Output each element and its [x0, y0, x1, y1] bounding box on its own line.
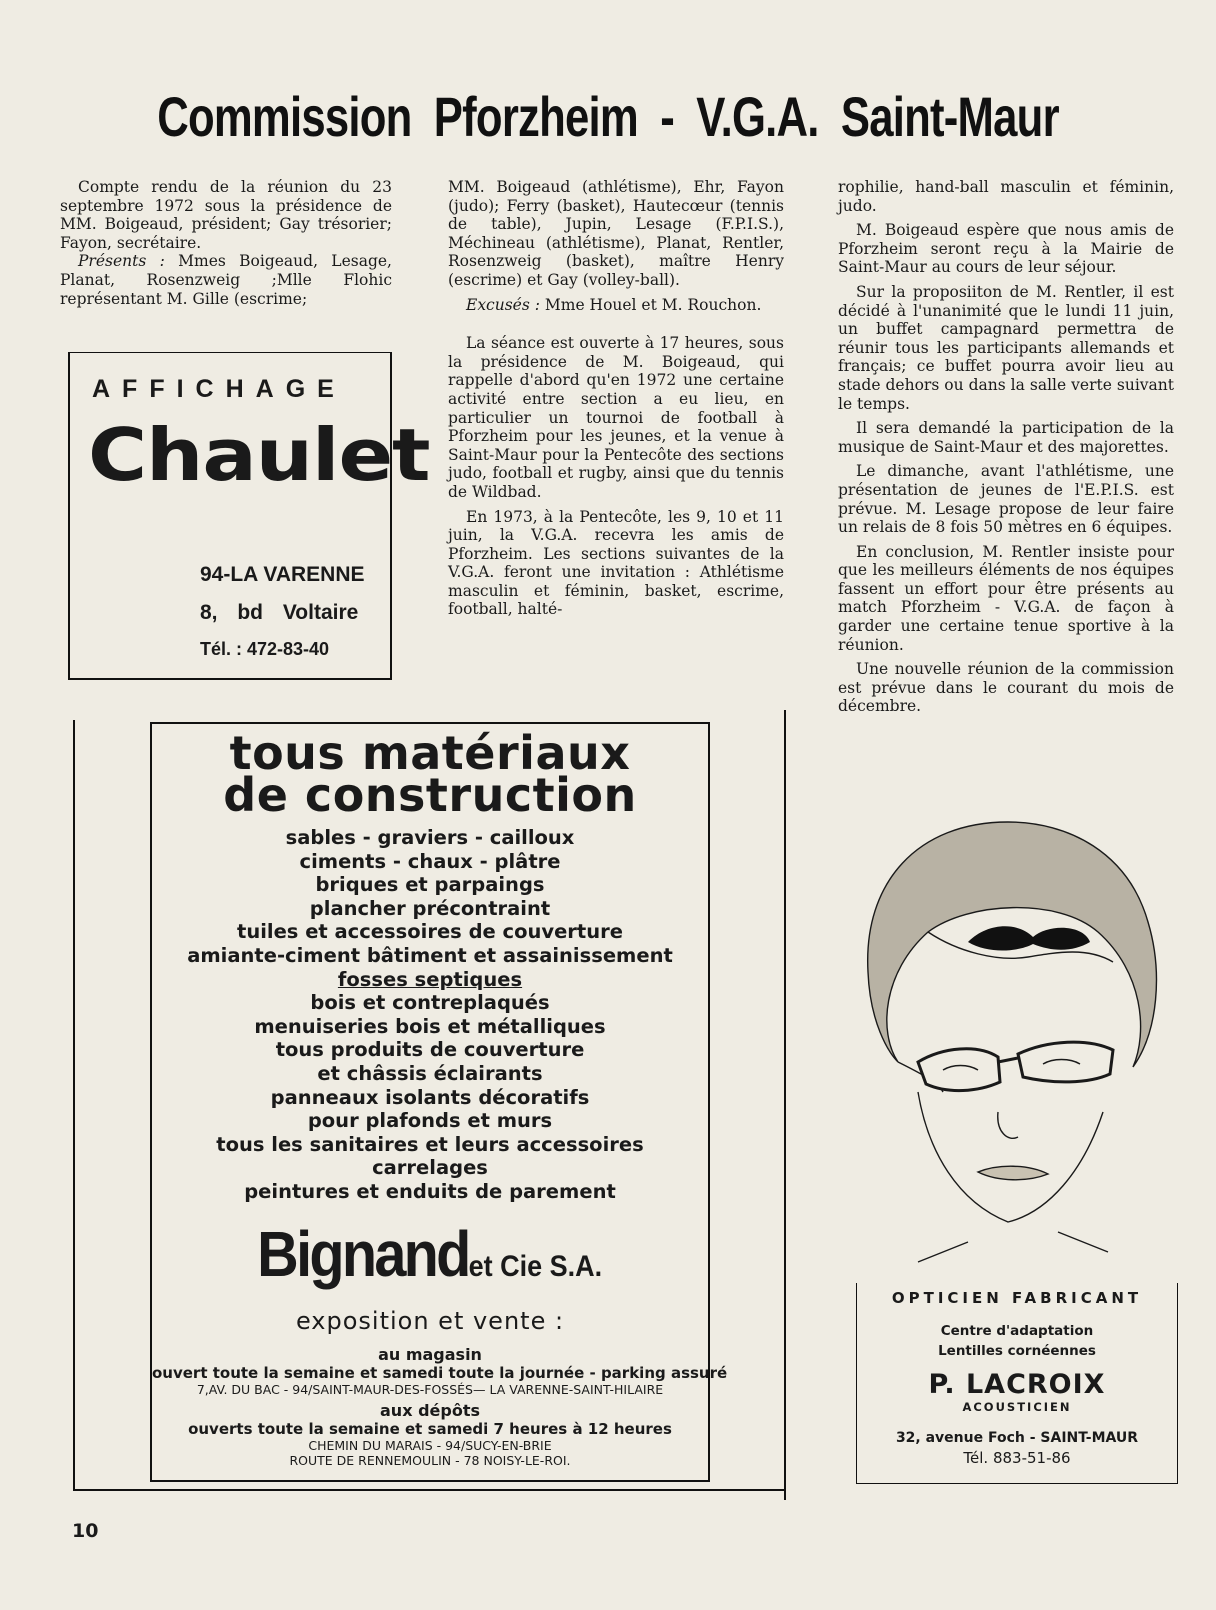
article-paragraph: Une nouvelle réunion de la commission est prévue dans le courant du mois de décembre. [838, 660, 1174, 716]
page-title: Commission Pforzheim - V.G.A. Saint-Maur [157, 85, 1059, 148]
product-item: tuiles et accessoires de couverture [237, 920, 623, 944]
article-paragraph: En conclusion, M. Rentler insiste pour que les meilleurs éléments de nos équipes fassent un effort pour être présents au match Pforzheim - V.G.A. de façon à garder une certaine tenue sportive à la réunion. [838, 542, 1174, 654]
ad-bignand-shop-heading: au magasin [378, 1344, 482, 1364]
ad-bignand [150, 722, 728, 1482]
ad-bignand-depot-address: ROUTE DE RENNEMOULIN - 78 NOISY-LE-ROI. [289, 1452, 571, 1468]
frame-rule [73, 1489, 785, 1491]
article-paragraph: La séance est ouverte à 17 heures, sous la présidence de M. Boigeaud, qui rappelle d'abord qu'en 1972 une certaine activité entre section a eu lieu, en particulier un tournoi de football à Pforzheim pour les jeunes, et la venue à Saint-Maur pour la Pentecôte des sections judo, football et rugby, ainsi que du tennis de Wildbad. [448, 334, 784, 501]
article-paragraph: Le dimanche, avant l'athlétisme, une présentation de jeunes de l'E.P.I.S. est prévue. M. Lesage propose de leur faire un relais de 8 fois 50 mètres en 6 équipes. [838, 462, 1174, 537]
ad-lacroix-services: Centre d'adaptation Lentilles cornéennes [938, 1323, 1096, 1359]
article-paragraph: Il sera demandé la participation de la musique de Saint-Maur et des majorettes. [838, 419, 1174, 456]
ad-chaulet [68, 352, 430, 680]
page-number: 10 [72, 1520, 99, 1542]
product-item: ciments - chaux - plâtre [299, 849, 561, 873]
ad-chaulet-label: AFFICHAGE [92, 375, 346, 403]
product-item: peintures et enduits de parement [244, 1179, 616, 1203]
product-item: amiante-ciment bâtiment et assainissement [187, 943, 673, 967]
ad-bignand-depot-address: CHEMIN DU MARAIS - 94/SUCY-EN-BRIE [308, 1437, 552, 1453]
ad-bignand-product-list [152, 826, 708, 1204]
frame-rule [73, 720, 75, 1490]
article-paragraph: Présents : Mmes Boigeaud, Lesage, Planat, Rosenzweig ;Mlle Flohic représentant M. Gille (escrime; [60, 252, 392, 308]
ad-chaulet-tel: Tél. : 472-83-40 [200, 639, 330, 659]
ad-lacroix-tel: Tél. 883-51-86 [963, 1449, 1071, 1467]
article-paragraph: Compte rendu de la réunion du 23 septembre 1972 sous la présidence de MM. Boigeaud, président; Gay trésorier; Fayon, secrétaire. [60, 178, 392, 252]
article-paragraph: Sur la proposiiton de M. Rentler, il est décidé à l'unanimité que le lundi 11 juin, un buffet campagnard permettra de réunir tous les participants allemands et français; ce buffet pourra avoir lieu au stade dehors ou dans la salle verte suivant le temps. [838, 282, 1174, 413]
ad-lacroix-address: 32, avenue Foch - SAINT-MAUR [895, 1430, 1139, 1446]
product-item: carrelages [372, 1156, 488, 1180]
ad-bignand-shop-address: 7,AV. DU BAC - 94/SAINT-MAUR-DES-FOSSÉS— LA VARENNE-SAINT-HILAIRE [196, 1381, 664, 1397]
article-paragraph: En 1973, à la Pentecôte, les 9, 10 et 11 juin, la V.G.A. recevra les amis de Pforzheim. Les sections suivantes de la V.G.A. feront une invitation : Athlétisme masculin et féminin, basket, escrime, football, halté- [448, 507, 784, 619]
ad-lacroix [856, 1283, 1178, 1484]
ad-lacroix-heading: OPTICIEN FABRICANT [891, 1289, 1143, 1307]
ad-bignand-depot-hours: ouverts toute la semaine et samedi 7 heures à 12 heures [188, 1419, 672, 1438]
ad-chaulet-city: 94-LA VARENNE [200, 563, 365, 586]
product-item: briques et parpaings [315, 873, 545, 897]
article-column-2 [448, 178, 784, 619]
product-item: pour plafonds et murs [307, 1109, 553, 1133]
article-column-3 [838, 178, 1174, 716]
woman-portrait-illustration [858, 812, 1168, 1282]
product-item: panneaux isolants décoratifs [270, 1085, 590, 1109]
ad-chaulet-street: 8, bd Voltaire [200, 601, 359, 624]
ad-lacroix-role: ACOUSTICIEN [962, 1400, 1072, 1414]
ad-bignand-brand: Bignandet Cie S.A. [257, 1217, 603, 1290]
ad-lacroix-name: P. LACROIX [928, 1369, 1106, 1400]
product-item: tous produits de couverture [275, 1038, 585, 1062]
ad-chaulet-brand: Chaulet [88, 413, 430, 497]
product-item: fosses septiques [337, 967, 523, 991]
product-item: tous les sanitaires et leurs accessoires [216, 1132, 644, 1156]
product-item: bois et contreplaqués [310, 991, 550, 1015]
product-item: plancher précontraint [309, 896, 551, 920]
ad-bignand-shop-hours: ouvert toute la semaine et samedi toute la journée - parking assuré [152, 1363, 728, 1382]
article-paragraph: MM. Boigeaud (athlétisme), Ehr, Fayon (judo); Ferry (basket), Hautecœur (tennis de table), Jupin, Lesage (F.P.I.S.), Méchineau (athlétisme), Planat, Rentler, Rosenzweig (basket), maître Henry (escrime) et Gay (volley-ball). [448, 178, 784, 289]
product-item: et châssis éclairants [317, 1061, 543, 1085]
article-paragraph: rophilie, hand-ball masculin et féminin, judo. [838, 178, 1174, 215]
ad-bignand-headline: tous matériaux de construction [223, 726, 637, 822]
ad-bignand-expo: exposition et vente : [295, 1306, 565, 1335]
product-item: menuiseries bois et métalliques [254, 1014, 606, 1038]
article-paragraph: Excusés : Mme Houel et M. Rouchon. [466, 295, 762, 314]
product-item: sables - graviers - cailloux [285, 826, 575, 849]
ad-bignand-depot-heading: aux dépôts [380, 1400, 480, 1420]
article-column-1 [60, 178, 392, 308]
article-paragraph: M. Boigeaud espère que nous amis de Pforzheim seront reçu à la Mairie de Saint-Maur au cours de leur séjour. [838, 221, 1174, 277]
frame-rule [784, 710, 786, 1500]
